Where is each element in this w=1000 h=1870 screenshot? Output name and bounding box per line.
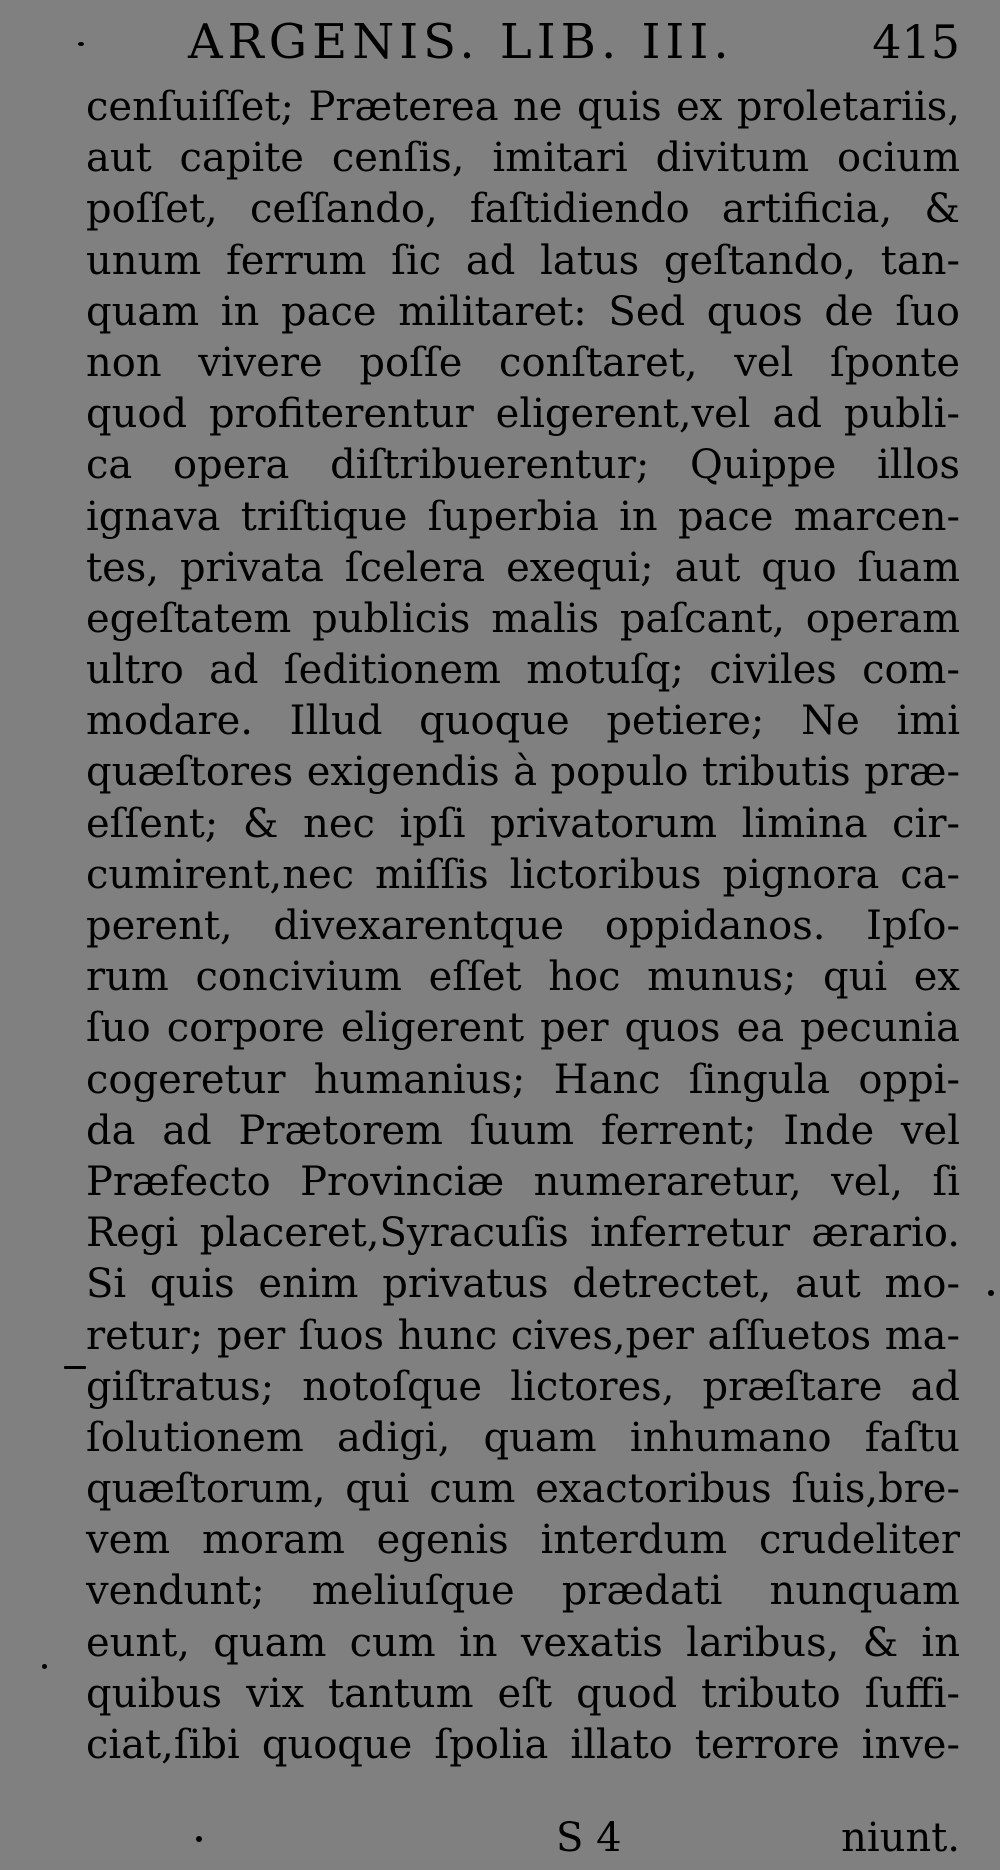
text-line: rum concivium eſſet hoc munus; qui ex: [86, 954, 960, 1001]
ink-speck: [42, 1664, 47, 1669]
text-line: eſſent; & nec ipſi privatorum limina cir-: [86, 800, 960, 847]
text-line: Præfecto Provinciæ numeraretur, vel, ſi: [86, 1158, 960, 1205]
text-line: Regi placeret,Syracuſis inferretur ærario.: [86, 1210, 960, 1257]
text-line: eunt, quam cum in vexatis laribus, & in: [86, 1619, 960, 1666]
text-line: cumirent,nec miſſis lictoribus pignora ca-: [86, 851, 960, 898]
text-line: giſtratus; notoſque lictores, præſtare ad: [86, 1363, 960, 1410]
text-line: modare. Illud quoque petiere; Ne imi: [86, 698, 960, 745]
text-line: non vivere poſſe conſtaret, vel ſponte: [86, 339, 960, 386]
text-line: quæſtores exigendis à populo tributis præ-: [86, 749, 960, 796]
text-line: cenſuiſſet; Præterea ne quis ex proletariis,: [86, 84, 960, 130]
ink-speck: [988, 1290, 994, 1296]
text-line: quæſtorum, qui cum exactoribus ſuis,bre-: [86, 1466, 960, 1513]
page-number: 415: [872, 15, 960, 69]
text-line: ſolutionem adigi, quam inhumano faſtu: [86, 1414, 960, 1461]
text-line: perent, divexarentque oppidanos. Ipſo-: [86, 903, 960, 949]
text-line: retur; per ſuos hunc cives,per aſſuetos ma-: [86, 1312, 960, 1359]
text-line: ca opera diſtribuerentur; Quippe illos: [86, 442, 960, 489]
text-line: ſuo corpore eligerent per quos ea pecunia: [86, 1005, 960, 1052]
body-text: [0, 82, 1000, 1771]
text-line: vem moram egenis interdum crudeliter: [86, 1517, 960, 1564]
signature-mark: S 4: [556, 1815, 622, 1861]
text-line: Si quis enim privatus detrectet, aut mo-: [86, 1261, 960, 1308]
text-line: da ad Prætorem ſuum ferrent; Inde vel: [86, 1107, 960, 1154]
page-footer: [0, 1810, 1000, 1866]
text-line: egeſtatem publicis malis paſcant, operam: [86, 595, 960, 642]
text-line: quibus vix tantum eſt quod tributo ſuffi-: [86, 1670, 960, 1717]
catchword: niunt.: [841, 1815, 960, 1861]
text-line: ignava triſtique ſuperbia in pace marcen-: [86, 493, 960, 540]
text-line: ultro ad ſeditionem motuſq; civiles com-: [86, 647, 960, 694]
text-line: quod profiterentur eligerent,vel ad publi-: [86, 391, 960, 438]
text-line: poſſet, ceſſando, faſtidiendo artificia, &: [86, 186, 960, 233]
text-line: tes, privata ſcelera exequi; aut quo ſuam: [86, 544, 960, 591]
text-line: aut capite cenſis, imitari divitum ocium: [86, 135, 960, 182]
text-line: unum ferrum ſic ad latus geſtando, tan-: [86, 237, 960, 284]
text-line: ciat,ſibi quoque ſpolia illato terrore inve-: [86, 1722, 960, 1768]
text-line: cogeretur humanius; Hanc ſingula oppi-: [86, 1056, 960, 1103]
running-head-title: ARGENIS. LIB. III.: [188, 14, 734, 70]
ink-speck: [196, 1836, 202, 1842]
ink-speck: [64, 1366, 86, 1369]
ink-speck: [78, 42, 84, 46]
running-head: [0, 12, 1000, 72]
text-line: vendunt; meliuſque prædati nunquam: [86, 1568, 960, 1615]
text-line: quam in pace militaret: Sed quos de ſuo: [86, 288, 960, 335]
